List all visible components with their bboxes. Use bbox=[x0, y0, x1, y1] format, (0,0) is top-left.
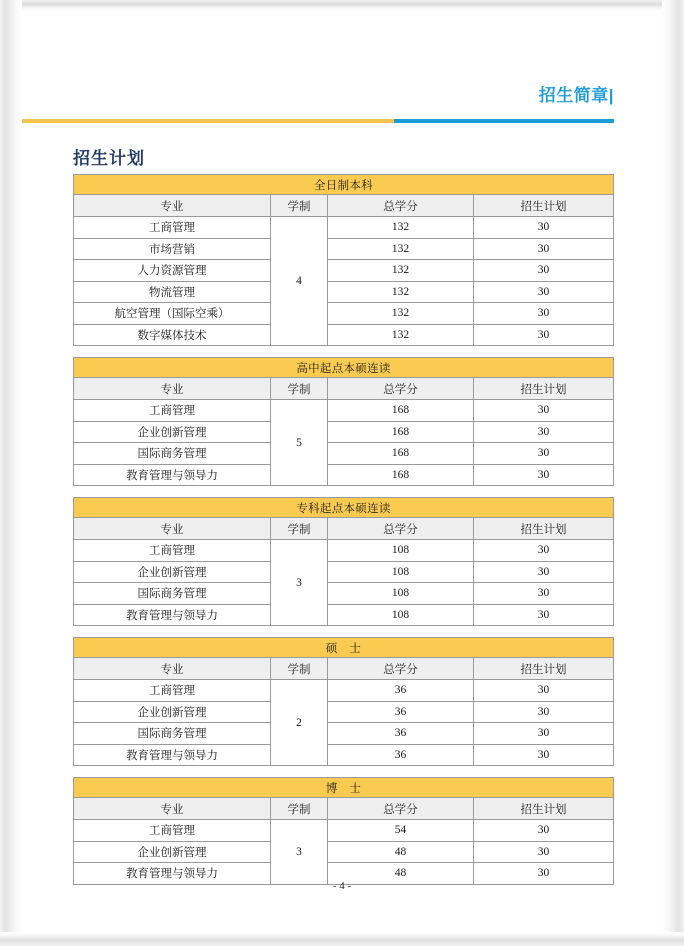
cell-major: 物流管理 bbox=[74, 281, 271, 303]
table-header-row bbox=[74, 378, 614, 400]
cell-quota: 30 bbox=[474, 260, 614, 282]
table-row bbox=[74, 443, 614, 465]
cell-credits: 168 bbox=[328, 421, 474, 443]
table-band-label: 硕 士 bbox=[74, 638, 614, 658]
page-edge-bottom bbox=[0, 932, 684, 946]
cell-quota: 30 bbox=[474, 863, 614, 885]
table-band-label: 全日制本科 bbox=[74, 175, 614, 195]
cell-credits: 48 bbox=[328, 841, 474, 863]
cell-major: 教育管理与领导力 bbox=[74, 744, 271, 766]
table-band-label: 博 士 bbox=[74, 778, 614, 798]
table-header-row bbox=[74, 195, 614, 217]
cell-quota: 30 bbox=[474, 281, 614, 303]
cell-major: 工商管理 bbox=[74, 217, 271, 239]
column-header-years: 学制 bbox=[271, 195, 328, 217]
cell-credits: 132 bbox=[328, 217, 474, 239]
column-header-credits: 总学分 bbox=[328, 798, 474, 820]
cell-years: 3 bbox=[271, 820, 328, 885]
column-header-years: 学制 bbox=[271, 798, 328, 820]
cell-major: 国际商务管理 bbox=[74, 723, 271, 745]
table-row bbox=[74, 841, 614, 863]
admission-plan-tables bbox=[73, 174, 613, 896]
cell-quota: 30 bbox=[474, 604, 614, 626]
cell-major: 工商管理 bbox=[74, 400, 271, 422]
column-header-credits: 总学分 bbox=[328, 195, 474, 217]
table-row bbox=[74, 421, 614, 443]
cell-years: 5 bbox=[271, 400, 328, 486]
cell-major: 工商管理 bbox=[74, 540, 271, 562]
table-row bbox=[74, 680, 614, 702]
table-band-row bbox=[74, 358, 614, 378]
cell-major: 国际商务管理 bbox=[74, 583, 271, 605]
table-row bbox=[74, 583, 614, 605]
cell-major: 教育管理与领导力 bbox=[74, 604, 271, 626]
plan-table bbox=[73, 777, 614, 885]
table-row bbox=[74, 820, 614, 842]
table-row bbox=[74, 701, 614, 723]
cell-quota: 30 bbox=[474, 400, 614, 422]
table-band-row bbox=[74, 778, 614, 798]
cell-major: 企业创新管理 bbox=[74, 841, 271, 863]
cell-major: 人力资源管理 bbox=[74, 260, 271, 282]
cell-major: 国际商务管理 bbox=[74, 443, 271, 465]
page-edge-left bbox=[0, 0, 22, 946]
cell-credits: 36 bbox=[328, 723, 474, 745]
cell-quota: 30 bbox=[474, 421, 614, 443]
cell-credits: 168 bbox=[328, 400, 474, 422]
document-header bbox=[22, 84, 614, 124]
column-header-credits: 总学分 bbox=[328, 658, 474, 680]
table-header-row bbox=[74, 798, 614, 820]
table-band-label: 高中起点本硕连读 bbox=[74, 358, 614, 378]
cell-credits: 36 bbox=[328, 680, 474, 702]
page-number: - 4 - bbox=[332, 880, 352, 892]
column-header-quota: 招生计划 bbox=[474, 518, 614, 540]
table-band-label: 专科起点本硕连读 bbox=[74, 498, 614, 518]
column-header-quota: 招生计划 bbox=[474, 195, 614, 217]
cell-quota: 30 bbox=[474, 561, 614, 583]
cell-quota: 30 bbox=[474, 540, 614, 562]
cell-quota: 30 bbox=[474, 583, 614, 605]
cell-quota: 30 bbox=[474, 680, 614, 702]
column-header-major: 专业 bbox=[74, 658, 271, 680]
table-row bbox=[74, 604, 614, 626]
plan-table bbox=[73, 637, 614, 766]
cell-quota: 30 bbox=[474, 464, 614, 486]
cell-credits: 36 bbox=[328, 744, 474, 766]
cell-credits: 132 bbox=[328, 260, 474, 282]
column-header-major: 专业 bbox=[74, 378, 271, 400]
cell-major: 数字媒体技术 bbox=[74, 324, 271, 346]
cell-credits: 132 bbox=[328, 238, 474, 260]
table-header-row bbox=[74, 518, 614, 540]
table-header-row bbox=[74, 658, 614, 680]
column-header-years: 学制 bbox=[271, 518, 328, 540]
cell-years: 3 bbox=[271, 540, 328, 626]
cell-years: 4 bbox=[271, 217, 328, 346]
cell-years: 2 bbox=[271, 680, 328, 766]
cell-credits: 168 bbox=[328, 464, 474, 486]
table-band-row bbox=[74, 498, 614, 518]
cell-credits: 54 bbox=[328, 820, 474, 842]
divider-gold-segment bbox=[22, 119, 394, 123]
cell-major: 市场营销 bbox=[74, 238, 271, 260]
cell-quota: 30 bbox=[474, 324, 614, 346]
cell-quota: 30 bbox=[474, 723, 614, 745]
cell-major: 企业创新管理 bbox=[74, 561, 271, 583]
plan-table bbox=[73, 497, 614, 626]
table-row bbox=[74, 540, 614, 562]
cell-credits: 108 bbox=[328, 604, 474, 626]
cell-quota: 30 bbox=[474, 303, 614, 325]
column-header-years: 学制 bbox=[271, 658, 328, 680]
cell-major: 航空管理（国际空乘） bbox=[74, 303, 271, 325]
table-row bbox=[74, 744, 614, 766]
column-header-credits: 总学分 bbox=[328, 518, 474, 540]
cell-quota: 30 bbox=[474, 701, 614, 723]
table-row bbox=[74, 400, 614, 422]
column-header-quota: 招生计划 bbox=[474, 378, 614, 400]
column-header-credits: 总学分 bbox=[328, 378, 474, 400]
column-header-quota: 招生计划 bbox=[474, 658, 614, 680]
cell-credits: 36 bbox=[328, 701, 474, 723]
cell-credits: 108 bbox=[328, 561, 474, 583]
plan-table bbox=[73, 174, 614, 346]
table-row bbox=[74, 260, 614, 282]
column-header-major: 专业 bbox=[74, 195, 271, 217]
page-edge-top bbox=[0, 0, 684, 11]
cell-credits: 108 bbox=[328, 583, 474, 605]
table-row bbox=[74, 281, 614, 303]
cell-major: 工商管理 bbox=[74, 820, 271, 842]
cell-quota: 30 bbox=[474, 841, 614, 863]
cell-credits: 108 bbox=[328, 540, 474, 562]
table-band-row bbox=[74, 638, 614, 658]
header-divider-rule bbox=[22, 119, 614, 123]
cell-major: 企业创新管理 bbox=[74, 701, 271, 723]
cell-credits: 132 bbox=[328, 324, 474, 346]
table-row bbox=[74, 464, 614, 486]
divider-blue-segment bbox=[394, 119, 614, 123]
column-header-quota: 招生计划 bbox=[474, 798, 614, 820]
cell-major: 工商管理 bbox=[74, 680, 271, 702]
cell-quota: 30 bbox=[474, 217, 614, 239]
cell-quota: 30 bbox=[474, 443, 614, 465]
cell-quota: 30 bbox=[474, 238, 614, 260]
table-row bbox=[74, 303, 614, 325]
table-row bbox=[74, 217, 614, 239]
cell-major: 企业创新管理 bbox=[74, 421, 271, 443]
cell-quota: 30 bbox=[474, 744, 614, 766]
column-header-major: 专业 bbox=[74, 798, 271, 820]
header-title: 招生简章| bbox=[538, 86, 614, 105]
column-header-major: 专业 bbox=[74, 518, 271, 540]
table-row bbox=[74, 324, 614, 346]
page-edge-right bbox=[662, 0, 684, 946]
cell-major: 教育管理与领导力 bbox=[74, 863, 271, 885]
section-title: 招生计划 bbox=[73, 149, 145, 168]
table-row bbox=[74, 723, 614, 745]
cell-credits: 48 bbox=[328, 863, 474, 885]
cell-credits: 132 bbox=[328, 281, 474, 303]
plan-table bbox=[73, 357, 614, 486]
cell-quota: 30 bbox=[474, 820, 614, 842]
cell-credits: 132 bbox=[328, 303, 474, 325]
column-header-years: 学制 bbox=[271, 378, 328, 400]
cell-major: 教育管理与领导力 bbox=[74, 464, 271, 486]
table-row bbox=[74, 238, 614, 260]
table-row bbox=[74, 561, 614, 583]
cell-credits: 168 bbox=[328, 443, 474, 465]
table-band-row bbox=[74, 175, 614, 195]
